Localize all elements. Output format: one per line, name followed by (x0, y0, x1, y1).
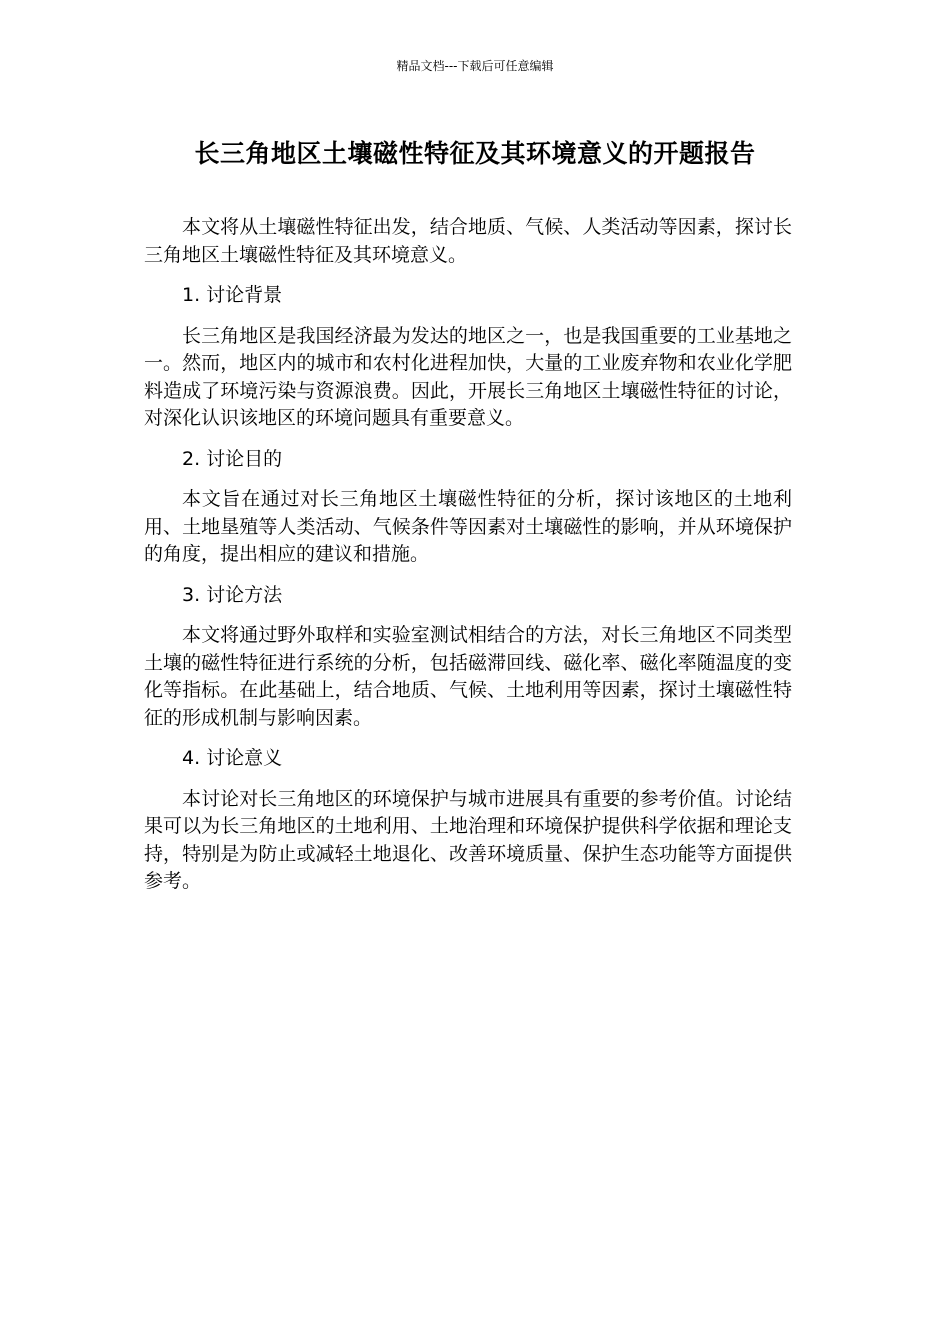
section-heading-significance: 4. 讨论意义 (182, 747, 283, 769)
intro-paragraph: 本文将从土壤磁性特征出发，结合地质、气候、人类活动等因素，探讨长三角地区土壤磁性特征及其环境意义。 (144, 216, 792, 266)
section-body-background: 长三角地区是我国经济最为发达的地区之一，也是我国重要的工业基地之一。然而，地区内的城市和农村化进程加快，大量的工业废弃物和农业化学肥料造成了环境污染与资源浪费。因此，开展长三角地区土壤磁性特征的讨论，对深化认识该地区的环境问题具有重要意义。 (144, 324, 792, 429)
section-heading-method: 3. 讨论方法 (182, 583, 283, 606)
document-title: 长三角地区土壤磁性特征及其环境意义的开题报告 (194, 139, 756, 168)
page-header: 精品文档---下载后可任意编辑 (396, 59, 554, 73)
section-body-significance: 本讨论对长三角地区的环境保护与城市进展具有重要的参考价值。讨论结果可以为长三角地区的土地利用、土地治理和环境保护提供科学依据和理论支持，特别是为防止或减轻土地退化、改善环境质量、保护生态功能等方面提供参考。 (144, 787, 792, 892)
section-body-purpose: 本文旨在通过对长三角地区土壤磁性特征的分析，探讨该地区的土地利用、土地垦殖等人类活动、气候条件等因素对土壤磁性的影响，并从环境保护的角度，提出相应的建议和措施。 (144, 488, 792, 565)
section-body-method: 本文将通过野外取样和实验室测试相结合的方法，对长三角地区不同类型土壤的磁性特征进行系统的分析，包括磁滞回线、磁化率、磁化率随温度的变化等指标。在此基础上，结合地质、气候、土地利用等因素，探讨土壤磁性特征的形成机制与影响因素。 (144, 624, 792, 729)
section-heading-purpose: 2. 讨论目的 (182, 447, 283, 470)
section-heading-background: 1. 讨论背景 (182, 284, 283, 306)
document-body (144, 214, 792, 909)
